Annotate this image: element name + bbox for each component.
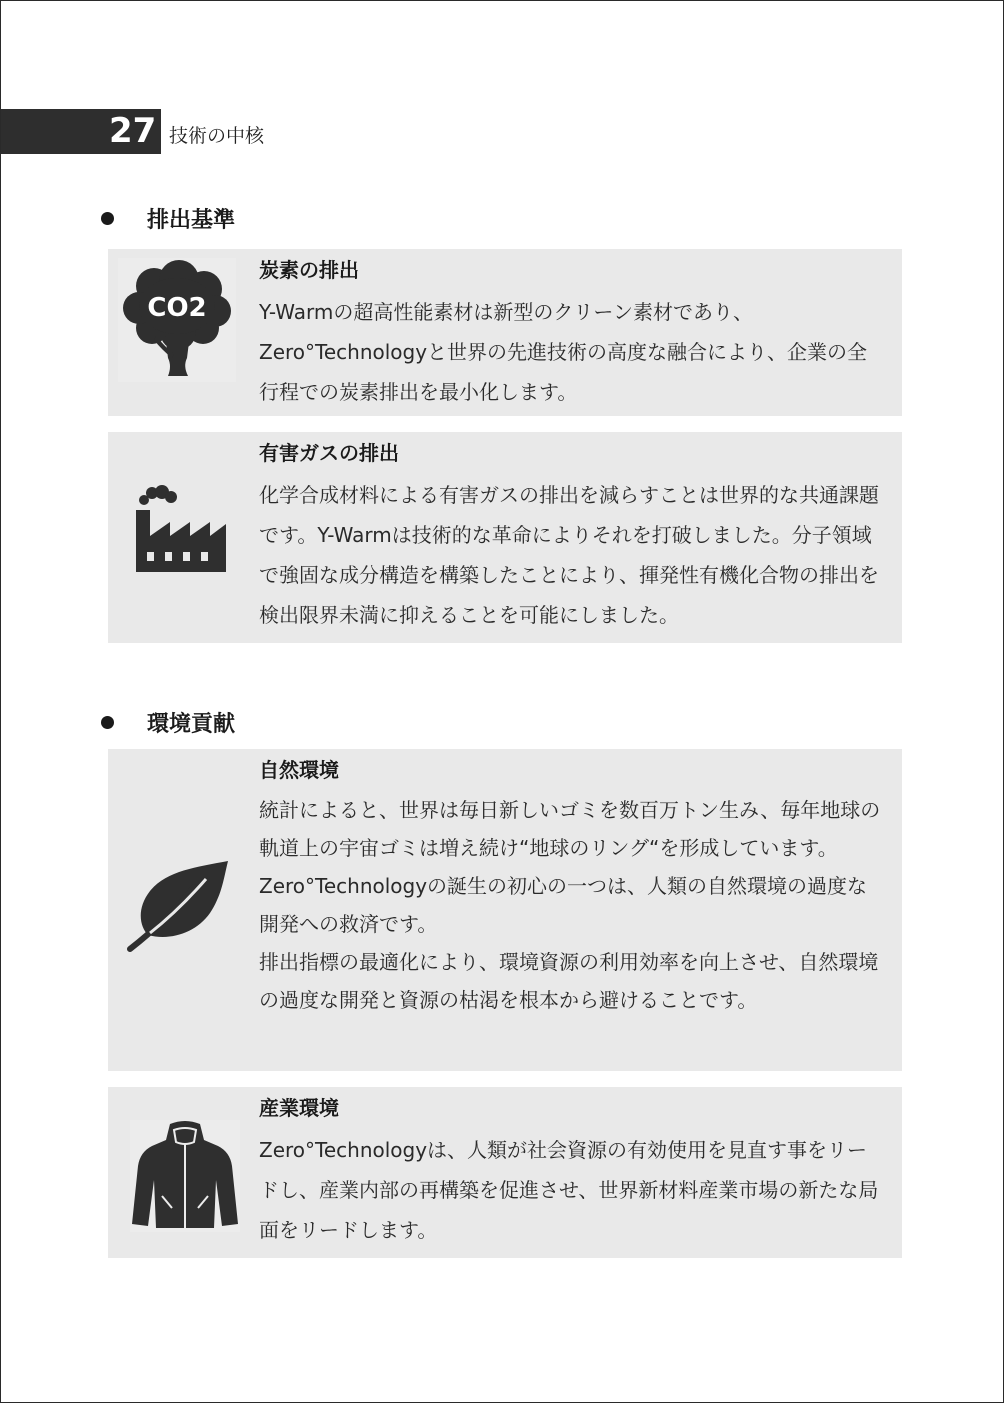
factory-icon	[132, 480, 232, 580]
card-harmful-gas-emission	[108, 432, 902, 643]
page-number: 27	[109, 111, 157, 151]
card-paragraph: Y-Warmの超高性能素材は新型のクリーン素材であり、Zero°Technologyと世界の先進技術の高度な融合により、企業の全行程での炭素排出を最小化します。	[259, 300, 868, 404]
section-title: 排出基準	[147, 208, 236, 233]
card-title: 炭素の排出	[259, 258, 359, 282]
section-heading-environmental-contribution	[101, 707, 235, 738]
section-heading-emission-standards	[101, 203, 235, 234]
card-title: 自然環境	[259, 758, 339, 782]
card-body	[259, 256, 884, 412]
card-text	[259, 1130, 884, 1250]
card-text	[259, 292, 884, 412]
card-body	[259, 439, 884, 635]
card-paragraph: 統計によると、世界は毎日新しいゴミを数百万トン生み、毎年地球の軌道上の宇宙ゴミは増え続け“地球のリング“を形成しています。	[259, 798, 881, 860]
bullet-icon	[101, 212, 114, 225]
card-text	[259, 475, 884, 635]
card-natural-environment	[108, 749, 902, 1071]
card-paragraph: Zero°Technologyの誕生の初心の一つは、人類の自然環境の過度な開発への救済です。	[259, 874, 868, 936]
co2-cloud-icon	[118, 258, 236, 382]
card-title: 産業環境	[259, 1096, 339, 1120]
card-carbon-emission	[108, 249, 902, 416]
bullet-icon	[101, 716, 114, 729]
chapter-title: 技術の中核	[169, 125, 265, 147]
section-title: 環境貢献	[147, 712, 236, 737]
card-title: 有害ガスの排出	[259, 441, 399, 465]
jacket-icon	[130, 1120, 240, 1232]
card-text	[259, 791, 884, 1019]
card-body	[259, 1094, 884, 1250]
card-paragraph: Zero°Technologyは、人類が社会資源の有効使用を見直す事をリードし、産業内部の再構築を促進させ、世界新材料産業市場の新たな局面をリードします。	[259, 1138, 879, 1242]
co2-label: CO2	[147, 293, 207, 323]
card-body	[259, 756, 884, 1019]
card-paragraph: 化学合成材料による有害ガスの排出を減らすことは世界的な共通課題です。Y-Warmは技術的な革命によりそれを打破しました。分子領域で強固な成分構造を構築したことにより、揮発性有機化合物の排出を検出限界未満に抑えることを可能にしました。	[259, 483, 879, 627]
leaf-icon	[126, 857, 230, 953]
card-paragraph: 排出指標の最適化により、環境資源の利用効率を向上させ、自然環境の過度な開発と資源の枯渇を根本から避けることです。	[259, 950, 879, 1012]
card-industrial-environment	[108, 1087, 902, 1258]
